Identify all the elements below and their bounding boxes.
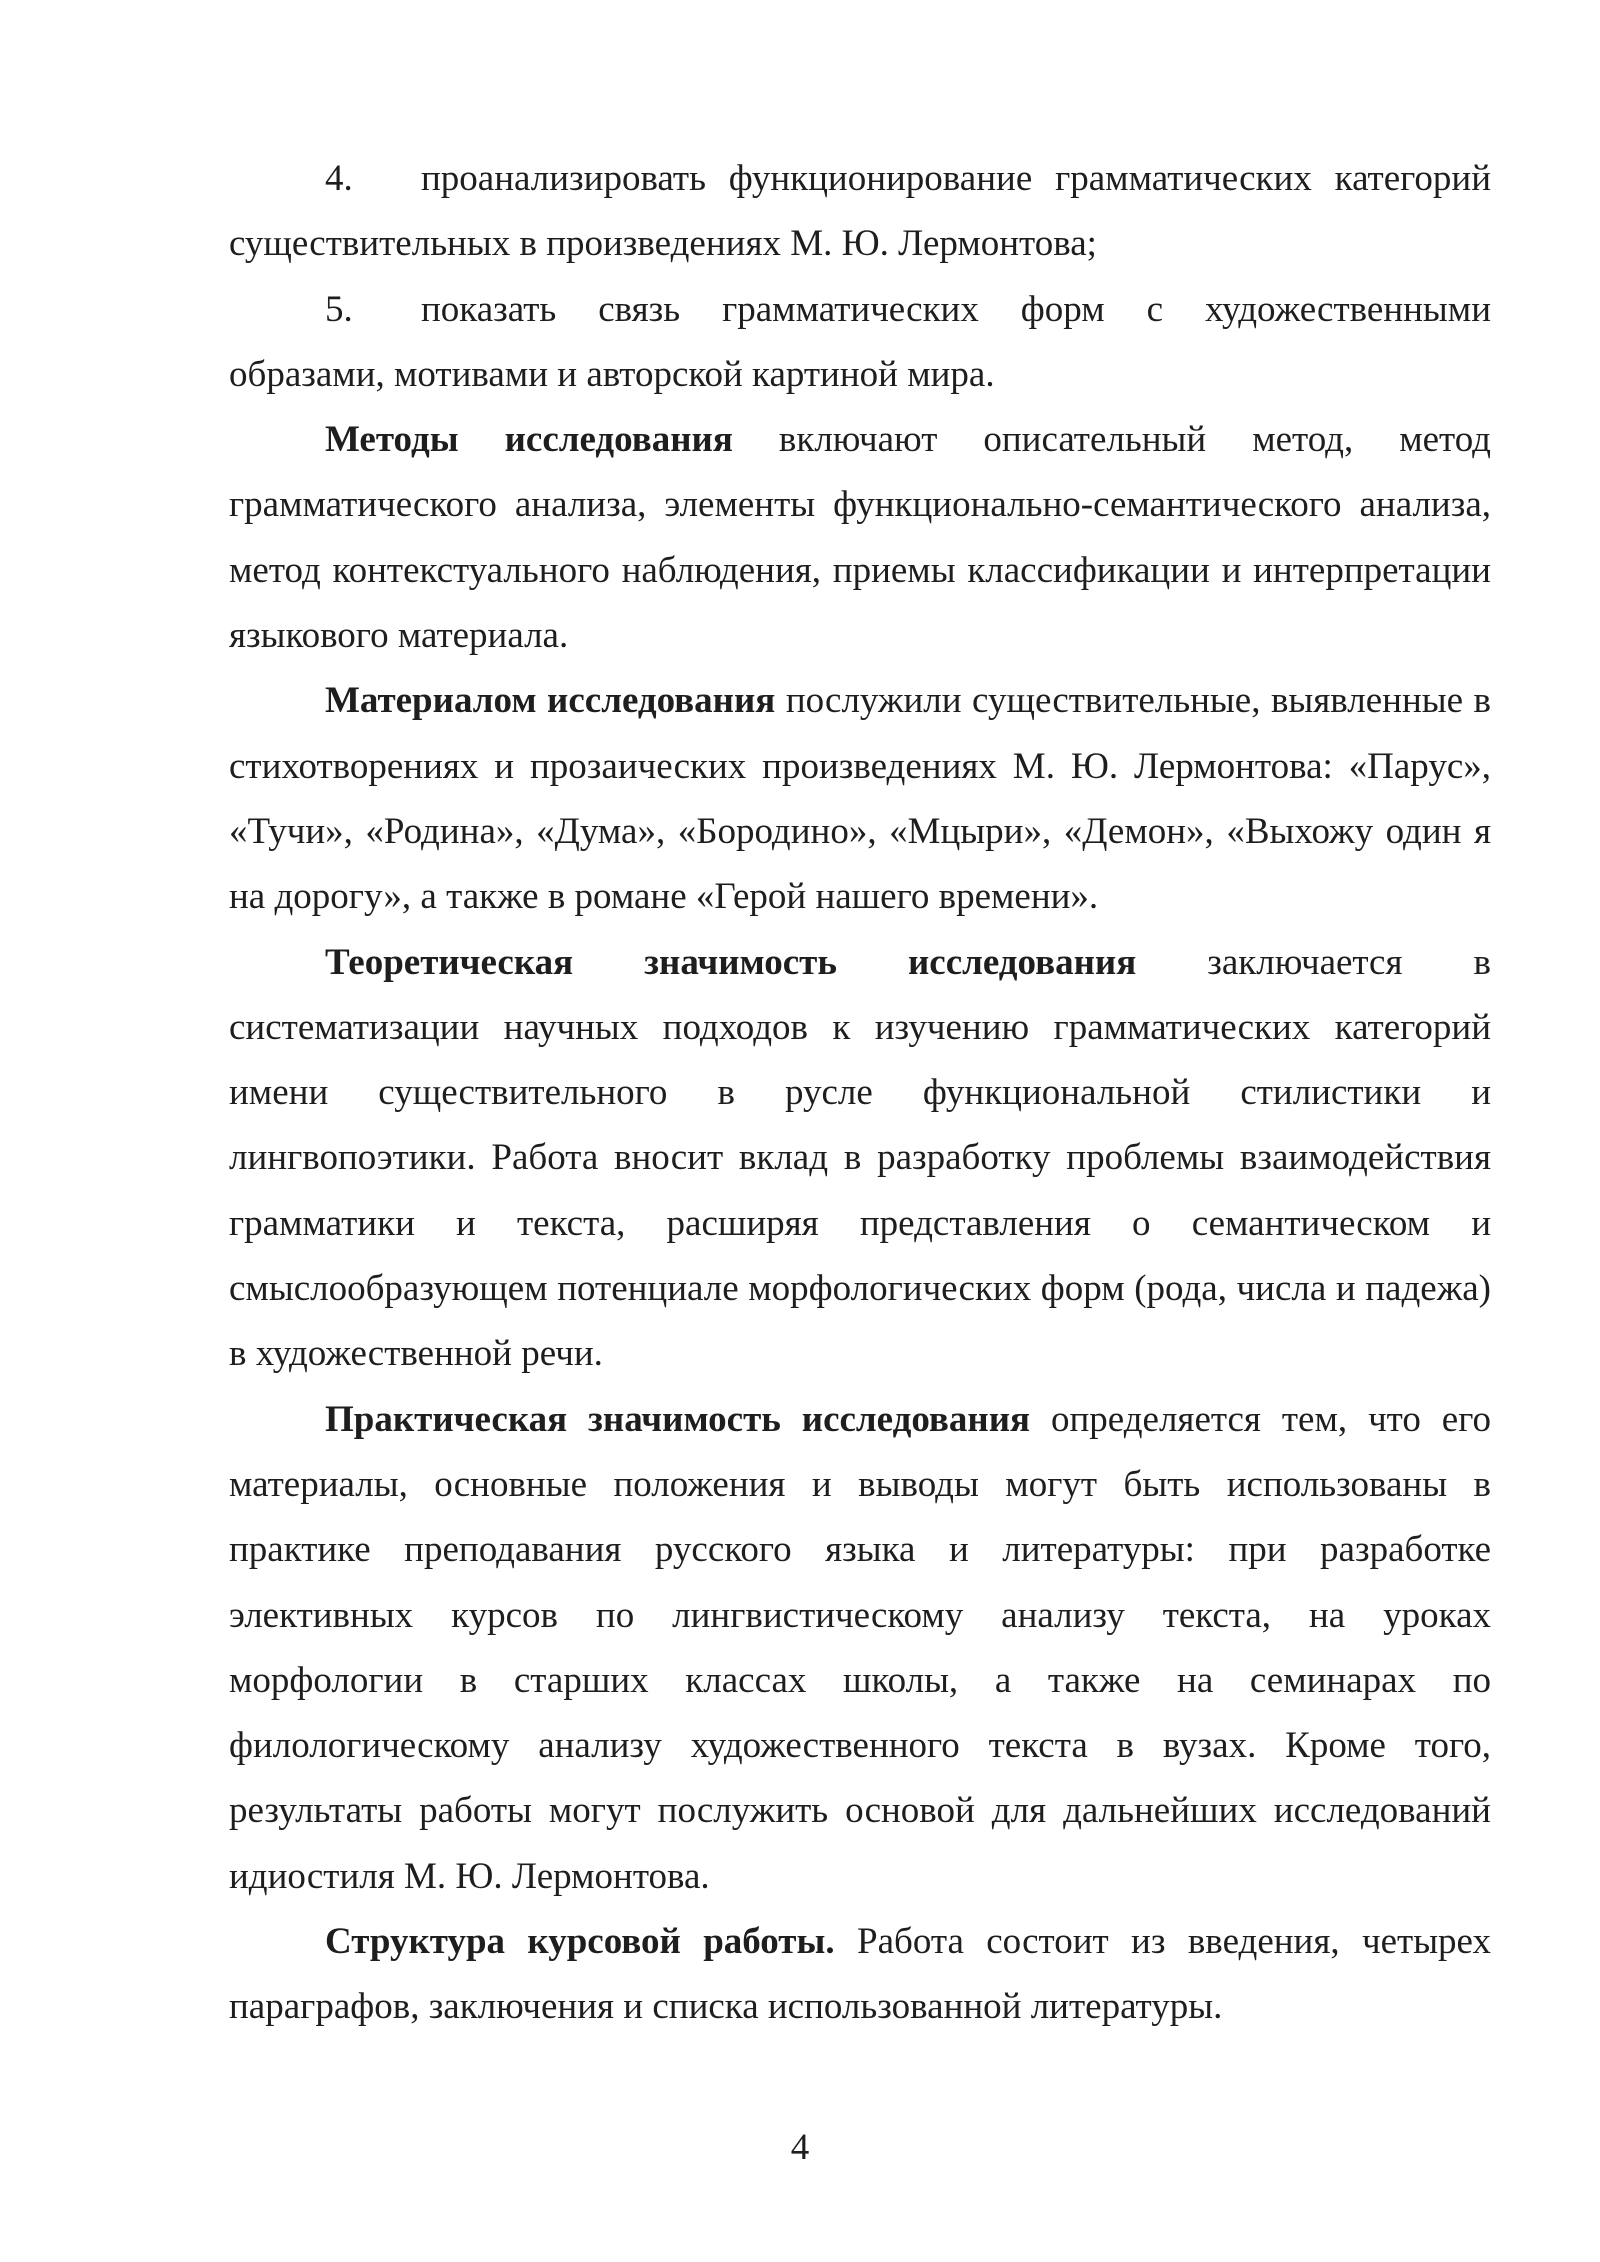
paragraph-heading: Практическая значимость исследования xyxy=(325,1398,1031,1440)
paragraph-structure xyxy=(229,1909,1491,2040)
paragraph-heading: Методы исследования xyxy=(325,419,733,461)
list-item-text: показать связь грамматических форм с художественными образами, мотивами и авторской картиной мира. xyxy=(229,288,1491,395)
paragraph-methods xyxy=(229,407,1491,668)
paragraph-practical-significance xyxy=(229,1387,1491,1909)
list-item-number: 4. xyxy=(325,158,353,199)
list-item-5 xyxy=(229,277,1491,408)
page-number: 4 xyxy=(790,2127,810,2168)
list-item-number: 5. xyxy=(325,288,353,330)
paragraph-heading: Материалом исследования xyxy=(325,680,776,722)
paragraph-heading: Теоретическая значимость исследования xyxy=(325,941,1137,983)
paragraph-theoretical-significance xyxy=(229,930,1491,1387)
paragraph-text: определяется тем, что его материалы, основные положения и выводы могут быть использованы в практике преподавания русского языка и литературы: при разработке элективных курсов по лингвистическому анализу текста, на уроках морфологии в старших классах школы, а также на семинарах по филологическому анализу художественного текста в вузах. Кроме того, результаты работы могут послужить основой для дальнейших исследований идиостиля М. Ю. Лермонтова. xyxy=(229,1398,1491,1897)
list-item-4 xyxy=(229,146,1491,277)
paragraph-text: включают описательный метод, метод грамматического анализа, элементы функционально-семантического анализа, метод контекстуального наблюдения, приемы классификации и интерпретации языкового материала. xyxy=(229,419,1491,657)
paragraph-text: Работа состоит из введения, четырех параграфов, заключения и списка использованной литературы. xyxy=(229,1921,1491,2028)
document-body xyxy=(229,146,1491,2040)
paragraph-material xyxy=(229,668,1491,929)
paragraph-heading: Структура курсовой работы. xyxy=(325,1921,835,1963)
paragraph-text: заключается в систематизации научных подходов к изучению грамматических категорий имени существительного в русле функциональной стилистики и лингвопоэтики. Работа вносит вклад в разработку проблемы взаимодействия грамматики и текста, расширяя представления о семантическом и смыслообразующем потенциале морфологических форм (рода, числа и падежа) в художественной речи. xyxy=(229,941,1491,1375)
list-item-text: проанализировать функционирование грамматических категорий существительных в произведениях М. Ю. Лермонтова; xyxy=(229,158,1491,265)
paragraph-text: послужили существительные, выявленные в стихотворениях и прозаических произведениях М. Ю. Лермонтова: «Парус», «Тучи», «Родина», «Дума», «Бородино», «Мцыри», «Демон», «Выхожу один я на дорогу», а также в романе «Герой нашего времени». xyxy=(229,680,1492,918)
